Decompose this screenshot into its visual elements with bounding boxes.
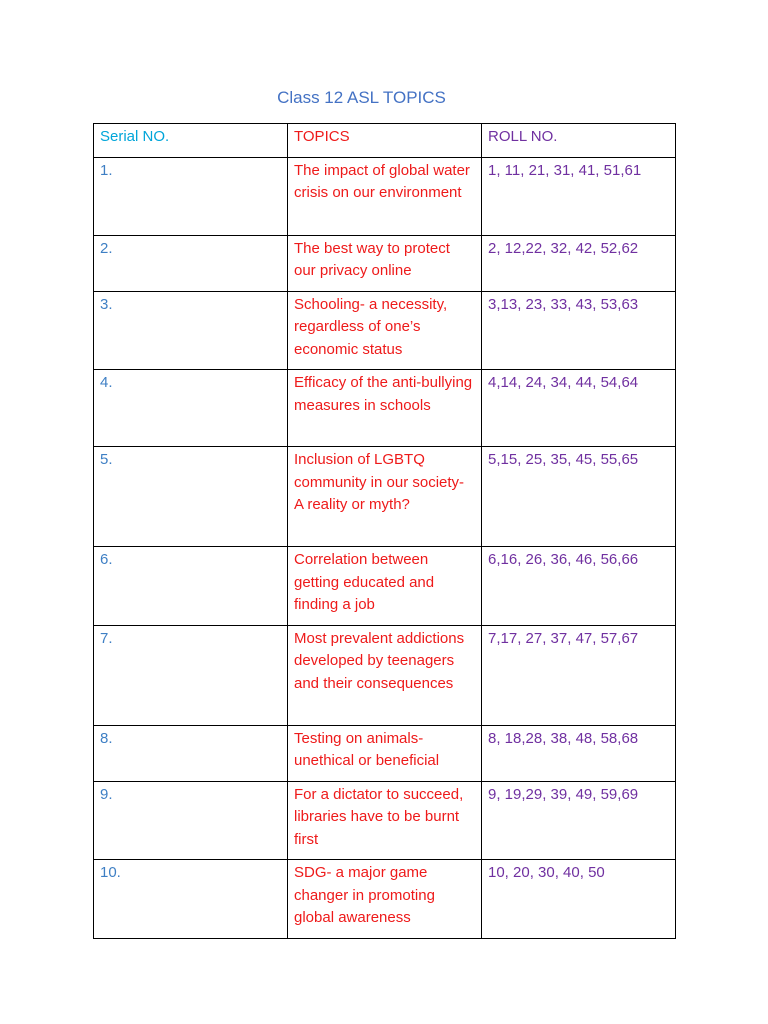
roll-cell: 1, 11, 21, 31, 41, 51,61 [482, 157, 676, 235]
roll-cell: 5,15, 25, 35, 45, 55,65 [482, 447, 676, 547]
table-row [94, 291, 676, 370]
serial-cell: 7. [94, 625, 288, 725]
header-serial: Serial NO. [94, 124, 288, 158]
topic-cell: The impact of global water crisis on our environment [288, 157, 482, 235]
page-title: Class 12 ASL TOPICS [277, 88, 446, 107]
serial-cell: 5. [94, 447, 288, 547]
table-row [94, 725, 676, 781]
serial-cell: 10. [94, 860, 288, 939]
table-row [94, 625, 676, 725]
serial-cell: 6. [94, 547, 288, 626]
roll-cell: 4,14, 24, 34, 44, 54,64 [482, 370, 676, 447]
roll-cell: 6,16, 26, 36, 46, 56,66 [482, 547, 676, 626]
table-row [94, 370, 676, 447]
roll-cell: 3,13, 23, 33, 43, 53,63 [482, 291, 676, 370]
topic-cell: Inclusion of LGBTQ community in our society- A reality or myth? [288, 447, 482, 547]
table-row [94, 157, 676, 235]
serial-cell: 8. [94, 725, 288, 781]
roll-cell: 7,17, 27, 37, 47, 57,67 [482, 625, 676, 725]
roll-cell: 2, 12,22, 32, 42, 52,62 [482, 235, 676, 291]
topic-cell: Schooling- a necessity, regardless of one’s economic status [288, 291, 482, 370]
serial-cell: 3. [94, 291, 288, 370]
topic-cell: The best way to protect our privacy online [288, 235, 482, 291]
header-roll: ROLL NO. [482, 124, 676, 158]
topic-cell: SDG- a major game changer in promoting global awareness [288, 860, 482, 939]
topic-cell: Efficacy of the anti-bullying measures in schools [288, 370, 482, 447]
table-row [94, 447, 676, 547]
serial-cell: 9. [94, 781, 288, 860]
roll-cell: 8, 18,28, 38, 48, 58,68 [482, 725, 676, 781]
table-row [94, 547, 676, 626]
table-row [94, 781, 676, 860]
topic-cell: Correlation between getting educated and finding a job [288, 547, 482, 626]
table-row [94, 860, 676, 939]
serial-cell: 2. [94, 235, 288, 291]
topics-table [93, 123, 676, 939]
header-topics: TOPICS [288, 124, 482, 158]
serial-cell: 1. [94, 157, 288, 235]
roll-cell: 9, 19,29, 39, 49, 59,69 [482, 781, 676, 860]
table-header-row [94, 124, 676, 158]
table-row [94, 235, 676, 291]
topic-cell: Most prevalent addictions developed by teenagers and their consequences [288, 625, 482, 725]
serial-cell: 4. [94, 370, 288, 447]
topic-cell: Testing on animals- unethical or beneficial [288, 725, 482, 781]
roll-cell: 10, 20, 30, 40, 50 [482, 860, 676, 939]
topic-cell: For a dictator to succeed, libraries have to be burnt first [288, 781, 482, 860]
